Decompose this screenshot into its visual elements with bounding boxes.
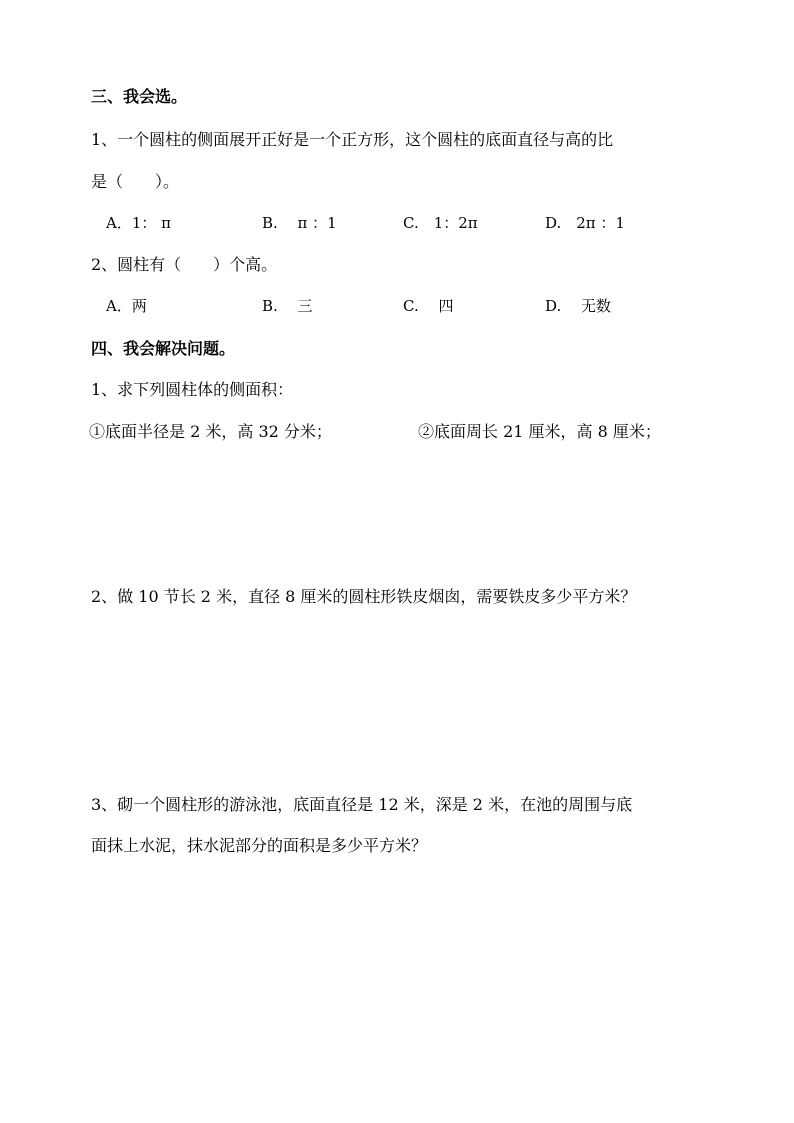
option-b: B. 三 bbox=[262, 297, 313, 315]
question-3-1-line-1: 1、一个圆柱的侧面展开正好是一个正方形，这个圆柱的底面直径与高的比 bbox=[91, 130, 614, 149]
option-a: A．1： π bbox=[106, 214, 172, 232]
question-4-3-line-2: 面抹上水泥，抹水泥部分的面积是多少平方米？ bbox=[91, 836, 428, 855]
question-3-2-options bbox=[106, 295, 706, 317]
option-a: A．两 bbox=[106, 297, 147, 315]
option-c: C. 1：2π bbox=[403, 214, 478, 232]
question-4-1-line-1: 1、求下列圆柱体的侧面积： bbox=[91, 380, 294, 399]
question-4-1-sub-1: ①底面半径是 2 米，高 32 分米； bbox=[89, 422, 332, 441]
question-4-3-line-1: 3、砌一个圆柱形的游泳池，底面直径是 12 米，深是 2 米，在池的周围与底 bbox=[91, 795, 633, 814]
option-d: D. 2π ：1 bbox=[545, 214, 625, 232]
question-4-2-line-1: 2、做 10 节长 2 米，直径 8 厘米的圆柱形铁皮烟囱，需要铁皮多少平方米？ bbox=[91, 587, 637, 606]
option-b: B. π ：1 bbox=[262, 214, 337, 232]
question-3-1-options bbox=[106, 212, 706, 234]
question-3-1-line-2: 是（ ）。 bbox=[91, 172, 180, 191]
option-c: C. 四 bbox=[403, 297, 454, 315]
question-4-1-sub-2: ②底面周长 21 厘米，高 8 厘米； bbox=[418, 422, 661, 441]
option-d: D. 无数 bbox=[545, 297, 612, 315]
section-3-title: 三、我会选。 bbox=[91, 87, 188, 106]
section-4-title: 四、我会解决问题。 bbox=[91, 339, 236, 358]
question-3-2-line-1: 2、圆柱有（ ）个高。 bbox=[91, 255, 278, 274]
